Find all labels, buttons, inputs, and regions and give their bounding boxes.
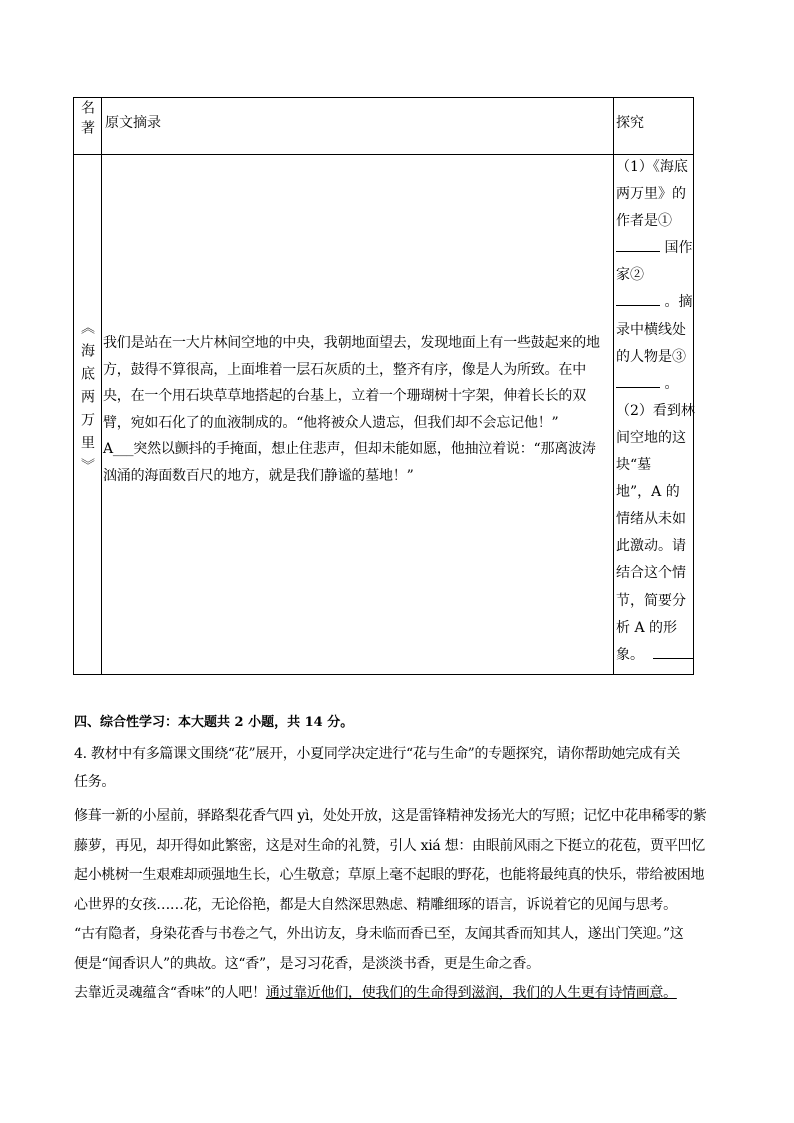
explore-line: 录中横线处: [616, 321, 686, 338]
explore-line: 作者是①: [616, 213, 672, 230]
excerpt-text: [103, 330, 611, 489]
explore-line: 间空地的这: [616, 429, 686, 446]
explore-line: （2）看到林: [616, 402, 695, 419]
passage-text: [74, 802, 714, 1009]
explore-line: 家②: [616, 267, 644, 284]
passage-line: 心世界的女孩……花，无论俗艳，都是大自然深思熟虑、精雕细琢的语言，诉说着它的见闻与思考。: [74, 896, 677, 913]
explore-line: 。: [616, 371, 694, 398]
passage-line: 修葺一新的小屋前，驿路梨花香气四 yì，处处开放，这是雷锋精神发扬光大的写照；记忆中花串稀零的紫: [74, 808, 707, 824]
answer-blank[interactable]: [653, 644, 693, 659]
question-line: 任务。: [74, 774, 116, 790]
explore-line: 。摘: [616, 289, 694, 316]
answer-blank[interactable]: [616, 237, 660, 252]
table-divider: [101, 98, 102, 674]
literature-table: [73, 97, 694, 675]
header-book: 名著: [79, 100, 95, 140]
header-excerpt: 原文摘录: [105, 115, 161, 131]
explore-line: 象。: [616, 642, 694, 669]
question-line: 4. 教材中有多篇课文围绕“花”展开，小夏同学决定进行“花与生命”的专题探究，请你帮助她完成有关: [74, 746, 681, 762]
question-text: [74, 740, 714, 796]
explore-line: 国作: [616, 235, 694, 262]
excerpt-line: 央，在一个用石块草草地搭起的台基上，立着一个珊瑚树十字架，伸着长长的双: [103, 388, 586, 404]
answer-blank[interactable]: [616, 291, 660, 306]
excerpt-line: A___突然以颤抖的手掩面，想止住悲声，但却未能如愿，他抽泣着说：“那离波涛: [103, 441, 596, 457]
excerpt-line: 我们是站在一大片林间空地的中央，我朝地面望去，发现地面上有一些鼓起来的地: [103, 335, 600, 351]
explore-line: （1）《海底: [616, 159, 688, 175]
explore-line: 两万里》的: [616, 186, 686, 203]
passage-line: 去靠近灵魂蕴含“香味”的人吧！通过靠近他们，使我们的生命得到滋润，我们的人生更有诗情画意。: [74, 985, 677, 1001]
header-explore: 探究: [616, 115, 644, 131]
explore-line: 块“墓: [616, 457, 652, 474]
passage-line: “古有隐者，身染花香与书卷之气，外出访友，身未临而香已至，友闻其香而知其人，遂出门笑迎。”这: [74, 926, 684, 942]
explore-text: [616, 154, 694, 669]
excerpt-line: 方，鼓得不算很高，上面堆着一层石灰质的土，整齐有序，像是人为所致。在中: [103, 361, 586, 378]
excerpt-line: 臂，宛如石化了的血液制成的。“他将被众人遗忘，但我们却不会忘记他！”: [103, 414, 559, 431]
answer-blank[interactable]: [616, 373, 660, 388]
excerpt-line: 汹涌的海面数百尺的地方，就是我们静谧的墓地！”: [103, 467, 414, 484]
passage-line: 藤萝，再见，却开得如此繁密，这是对生命的礼赞，引人 xiá 想：由眼前风雨之下挺立的花苞，贾平凹忆: [74, 837, 705, 854]
table-divider: [613, 98, 614, 674]
explore-line: 此激动。请: [616, 538, 686, 555]
table-divider: [74, 154, 693, 155]
explore-line: 结合这个情: [616, 565, 686, 582]
section-heading: 四、综合性学习：本大题共 2 小题，共 14 分。: [74, 715, 354, 730]
explore-line: 的人物是③: [616, 348, 686, 365]
explore-line: 节，简要分: [616, 592, 686, 609]
explore-line: 析 A 的形: [616, 619, 678, 636]
explore-line: 情绪从未如: [616, 511, 686, 528]
explore-line: 地”，A 的: [616, 484, 680, 501]
passage-line: 起小桃树一生艰难却顽强地生长，心生敬意；草原上毫不起眼的野花，也能将最纯真的快乐，带给被困地: [74, 867, 705, 883]
underlined-sentence: 通过靠近他们，使我们的生命得到滋润，我们的人生更有诗情画意。: [265, 985, 677, 1001]
passage-line: 便是“闻香识人”的典故。这“香”，是习习花香，是淡淡书香，更是生命之香。: [74, 955, 540, 972]
book-title: 《海底两万里》: [79, 320, 95, 481]
